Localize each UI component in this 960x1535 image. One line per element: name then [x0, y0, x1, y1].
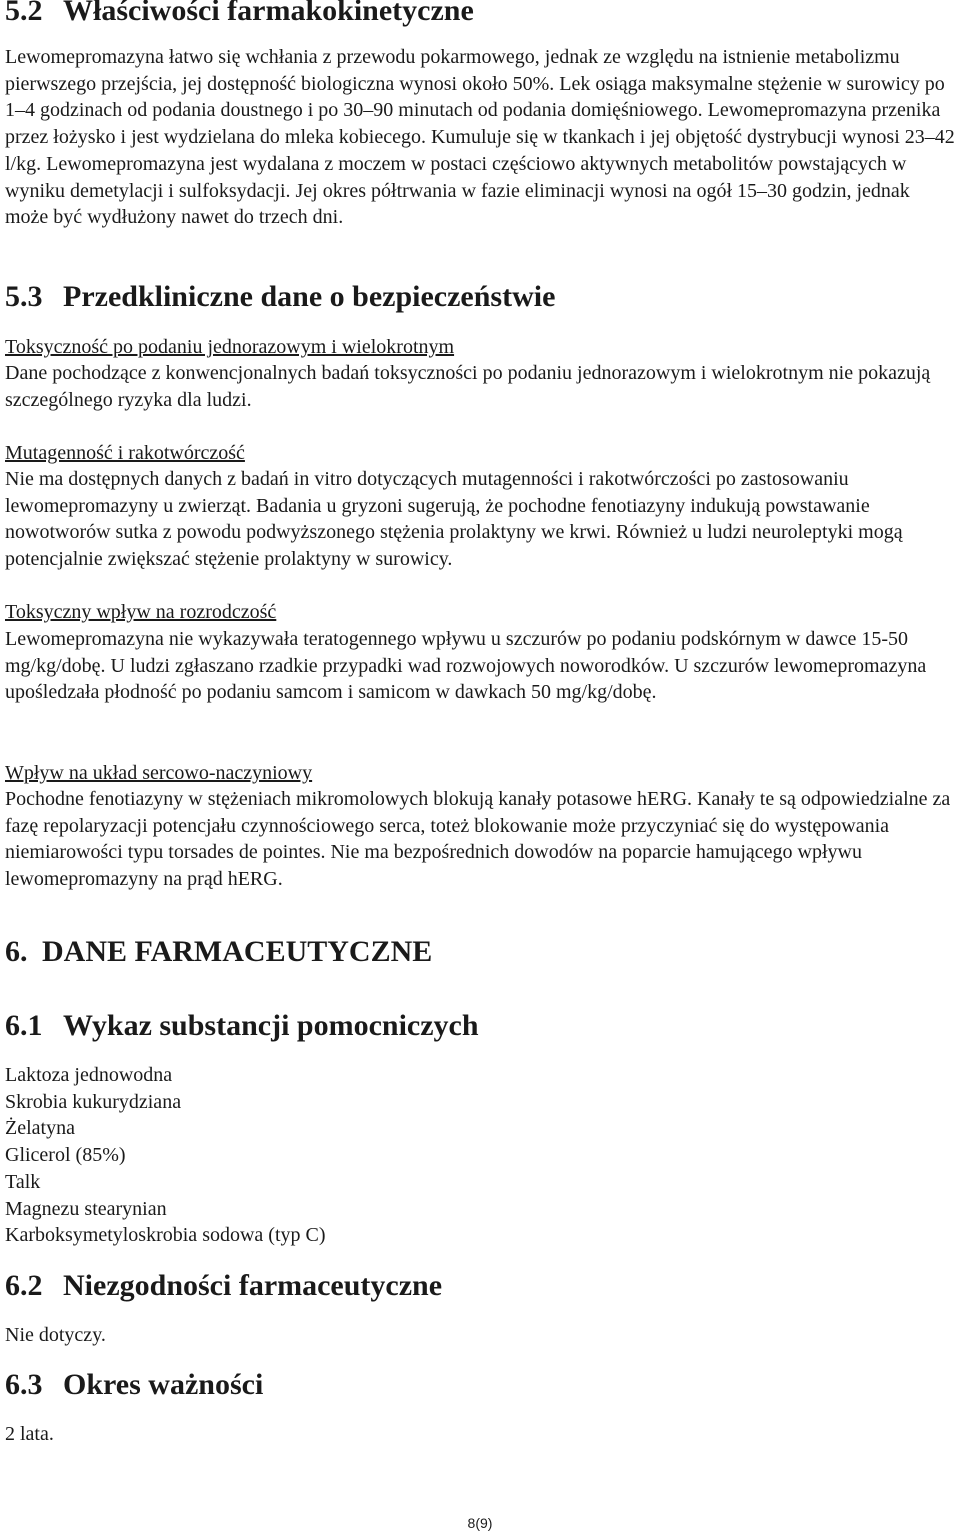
subsection-toxicity-text: Dane pochodzące z konwencjonalnych badań toksyczności po podaniu jednorazowym i wielokrotnym nie pokazują szczególnego ryzyka dla ludzi.: [5, 362, 931, 411]
subsection-cardiovascular-title: Wpływ na układ sercowo-naczyniowy: [5, 762, 313, 784]
section-number: 6.2: [5, 1269, 43, 1302]
section-title: Niezgodności farmaceutyczne: [63, 1269, 443, 1302]
section-number: 5.3: [5, 280, 43, 313]
section-5-2-text: Lewomepromazyna łatwo się wchłania z przewodu pokarmowego, jednak ze względu na istnienie metabolizmu pierwszego przejścia, jej dostępność biologiczna wynosi około 50%. Lek osiąga maksymalne stężenie w surowicy po 1–4 godzinach od podania doustnego i po 30–90 minutach od podania domięśniowego. Lewomepromazyna przenika przez łożysko i jest wydzielana do mleka kobiecego. Kumuluje się w tkankach i jej objętość dystrybucji wynosi 23–42 l/kg. Lewomepromazyna jest wydalana z moczem w postaci częściowo aktywnych metabolitów powstających w wyniku demetylacji i sulfoksydacji. Jej okres półtrwania w fazie eliminacji wynosi na ogół 15–30 godzin, jednak może być wydłużony nawet do trzech dni.: [5, 46, 955, 229]
excipients-list: [5, 1062, 326, 1249]
list-item: Laktoza jednowodna: [5, 1064, 173, 1086]
section-6-2-heading: [5, 1269, 443, 1302]
section-6-2-text: Nie dotyczy.: [5, 1324, 106, 1346]
subsection-reproductive-title: Toksyczny wpływ na rozrodczość: [5, 601, 277, 623]
section-title: Właściwości farmakokinetyczne: [63, 0, 474, 27]
section-5-2-heading: [5, 0, 474, 25]
subsection-toxicity-title: Toksyczność po podaniu jednorazowym i wielokrotnym: [5, 336, 455, 358]
section-6-heading: [5, 935, 433, 968]
section-title: Okres ważności: [63, 1368, 264, 1401]
list-item: Karboksymetyloskrobia sodowa (typ C): [5, 1224, 326, 1247]
list-item: Żelatyna: [5, 1117, 75, 1140]
section-number: 5.2: [5, 0, 43, 27]
section-title: DANE FARMACEUTYCZNE: [42, 935, 433, 968]
list-item: Skrobia kukurydziana: [5, 1090, 182, 1113]
section-6-3-heading: [5, 1368, 264, 1401]
section-5-3-heading: [5, 280, 556, 313]
section-title: Wykaz substancji pomocniczych: [63, 1009, 479, 1042]
section-6-3-text: 2 lata.: [5, 1423, 54, 1445]
section-number: 6.: [5, 935, 28, 968]
section-6-1-heading: [5, 1009, 479, 1042]
section-number: 6.3: [5, 1368, 43, 1401]
subsection-reproductive-text: Lewomepromazyna nie wykazywała teratogennego wpływu u szczurów po podaniu podskórnym w dawce 15-50 mg/kg/dobę. U ludzi zgłaszano rzadkie przypadki wad rozwojowych noworodków. U szczurów lewomepromazyna upośledzała płodność po podaniu samcom i samicom w dawkach 50 mg/kg/dobę.: [5, 628, 927, 704]
subsection-cardiovascular-text: Pochodne fenotiazyny w stężeniach mikromolowych blokują kanały potasowe hERG. Kanały te są odpowiedzialne za fazę repolaryzacji potencjału czynnościowego serca, toteż blokowanie może przyczyniać się do występowania niemiarowości typu torsades de pointes. Nie ma bezpośrednich dowodów na poparcie hamującego wpływu lewomepromazyny na prąd hERG.: [5, 788, 951, 891]
list-item: Glicerol (85%): [5, 1144, 126, 1167]
section-number: 6.1: [5, 1009, 43, 1042]
page-number: 8(9): [467, 1515, 493, 1531]
section-title: Przedkliniczne dane o bezpieczeństwie: [63, 280, 556, 313]
list-item: Magnezu stearynian: [5, 1197, 167, 1220]
subsection-mutagenicity-text: Nie ma dostępnych danych z badań in vitro dotyczących mutagenności i rakotwórczości po zastosowaniu lewomepromazyny u zwierząt. Badania u gryzoni sugerują, że pochodne fenotiazyny indukują powstawanie nowotworów sutka z powodu podwyższonego stężenia prolaktyny we krwi. Również u ludzi neuroleptyki mogą potencjalnie zwiększać stężenie prolaktyny w surowicy.: [5, 468, 903, 571]
list-item: Talk: [5, 1170, 41, 1193]
subsection-mutagenicity-title: Mutagenność i rakotwórczość: [5, 442, 245, 464]
